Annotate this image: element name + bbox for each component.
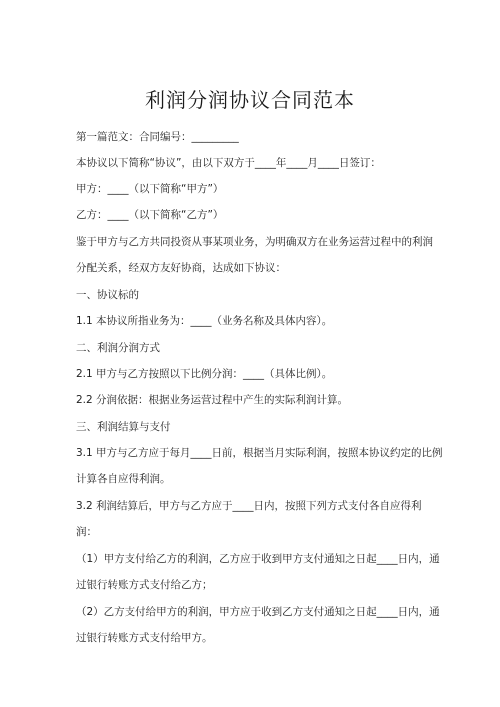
contract-number-line: 第一篇范文：合同编号：_________ [76, 131, 239, 143]
preamble-line-1: 鉴于甲方与乙方共同投资从事某项业务，为明确双方在业务运营过程中的利润 [76, 236, 433, 248]
party-a-line: 甲方：____（以下简称“甲方”） [76, 183, 224, 195]
clause-3-2-line-1: 3.2 利润结算后，甲方与乙方应于____日内，按照下列方式支付各自应得利 [76, 500, 422, 512]
clause-3-2-line-2: 润： [76, 526, 97, 538]
payment-item-2-line-1: （2）乙方支付给甲方的利润，甲方应于收到乙方支付通知之日起____日内，通 [76, 606, 440, 618]
section-heading-3: 三、利润结算与支付 [76, 421, 171, 433]
payment-item-2-line-2: 过银行转账方式支付给甲方。 [76, 632, 213, 644]
agreement-intro-line: 本协议以下简称“协议”，由以下双方于____年____月____日签订： [76, 157, 381, 169]
payment-item-1-line-1: （1）甲方支付给乙方的利润，乙方应于收到甲方支付通知之日起____日内，通 [76, 553, 440, 565]
section-heading-2: 二、利润分润方式 [76, 342, 160, 354]
clause-3-1-line-1: 3.1 甲方与乙方应于每月____日前，根据当月实际利润，按照本协议约定的比例 [76, 447, 443, 459]
clause-3-1-line-2: 计算各自应得利润。 [76, 473, 171, 485]
document-title: 利润分润协议合同范本 [145, 88, 355, 112]
preamble-line-2: 分配关系，经双方友好协商，达成如下协议： [76, 262, 286, 274]
section-heading-1: 一、协议标的 [76, 289, 139, 301]
clause-1-1: 1.1 本协议所指业务为：____（业务名称及具体内容）。 [76, 315, 333, 327]
payment-item-1-line-2: 过银行转账方式支付给乙方； [76, 579, 213, 591]
clause-2-2: 2.2 分润依据：根据业务运营过程中产生的实际利润计算。 [76, 394, 349, 406]
party-b-line: 乙方：____（以下简称“乙方”） [76, 209, 224, 221]
clause-2-1: 2.1 甲方与乙方按照以下比例分润：____（具体比例）。 [76, 368, 333, 380]
